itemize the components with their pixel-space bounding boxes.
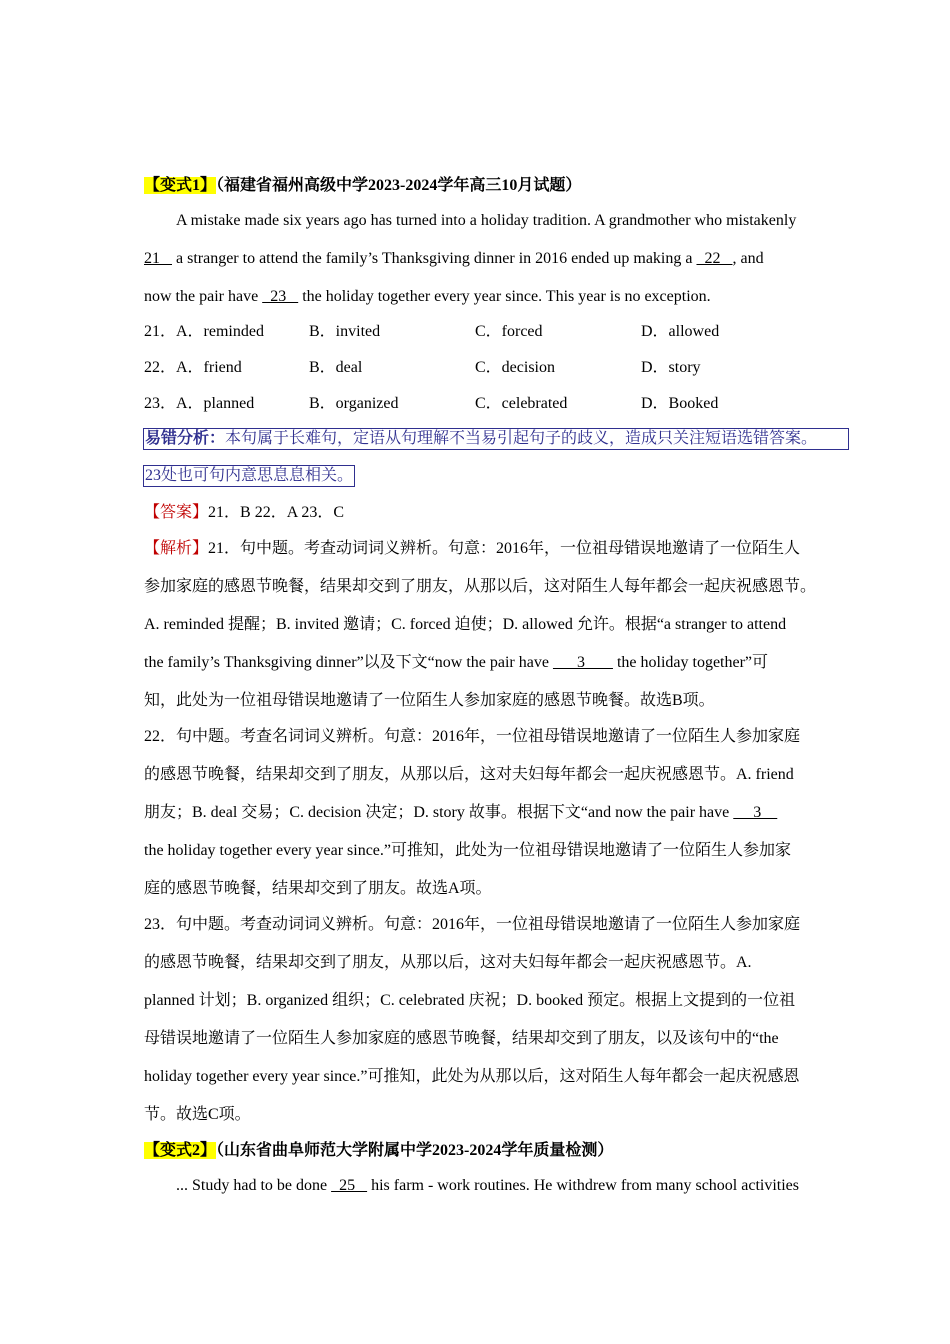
analysis-line: 的感恩节晚餐，结果却交到了朋友，从那以后，这对夫妇每年都会一起庆祝感恩节。A. friend <box>144 766 794 783</box>
option-a[interactable]: A．friend <box>176 359 242 376</box>
blank-ref-3: 3 <box>552 654 613 671</box>
variant2-source: （山东省曲阜师范大学附属中学2023-2024学年质量检测） <box>216 1142 614 1159</box>
blank-23: 23 <box>262 288 299 305</box>
analysis-line: the family’s Thanksgiving dinner”以及下文“now the pair have 3 the holiday together”可 <box>144 654 769 671</box>
variant2-passage-line: ... Study had to be done 25 his farm - work routines. He withdrew from many school activities <box>176 1177 799 1194</box>
analysis-line: the holiday together every year since.”可推知，此处为一位祖母错误地邀请了一位陌生人参加家 <box>144 842 792 859</box>
variant1-heading <box>144 176 581 196</box>
analysis-line: 朋友；B. deal 交易；C. decision 决定；D. story 故事。根据下文“and now the pair have 3 <box>144 804 778 821</box>
error-note-text-2: 23处也可句内意思息息相关。 <box>145 467 354 484</box>
analysis-line: 23．句中题。考查动词词义辨析。句意：2016年，一位祖母错误地邀请了一位陌生人参加家庭 <box>144 916 801 933</box>
option-d[interactable]: D．allowed <box>641 323 720 340</box>
answer-text: 21．B 22．A 23．C <box>208 504 345 521</box>
blank-22: 22 <box>696 250 733 267</box>
option-c[interactable]: C．celebrated <box>475 395 568 412</box>
answer-label: 【答案】 <box>144 504 209 521</box>
option-a[interactable]: A．planned <box>176 395 255 412</box>
option-b[interactable]: B．invited <box>309 323 381 340</box>
passage-line-1: A mistake made six years ago has turned into a holiday tradition. A grandmother who mistakenly <box>176 212 797 229</box>
passage-line-2: 21 a stranger to attend the family’s Thanksgiving dinner in 2016 ended up making a 22 , and <box>144 250 764 267</box>
error-note-box-2 <box>143 465 355 487</box>
document-page: 【变式1】（福建省福州高级中学2023-2024学年高三10月试题） A mistake made six years ago has turned into a holiday tradition. A grandmother who mistakenly 21 a stranger to attend the family’s Thanksgiving dinner in 2016 ended up making a 22 , and now the pair have 23 the holiday together every year since. This year is no exception. 21． A．reminded B．invited C．forced D．allowed 22． A．friend B．deal C．decision D．story 23． A．planned B．organized C．celebrated D．Booked 易错分析：本句属于长难句，定语从句理解不当易引起句子的歧义，造成只关注短语选错答案。 23处也可句内意思息息相关。 【答案】21．B 22．A 23．C 【解析】21．句中题。考查动词词义辨析。句意：2016年，一位祖母错误地邀请了一位陌生人 参加家庭的感恩节晚餐，结果却交到了朋友，从那以后，这对陌生人每年都会一起庆祝感恩节。 A. reminded 提醒；B. invited 邀请；C. forced 迫使；D. allowed 允许。根据“a stranger to attend the family’s Thanksgiving dinner”以及下文“now the pair have 3 the holiday together”可 知，此处为一位祖母错误地邀请了一位陌生人参加家庭的感恩节晚餐。故选B项。 22．句中题。考查名词词义辨析。句意：2016年，一位祖母错误地邀请了一位陌生人参加家庭 的感恩节晚餐，结果却交到了朋友，从那以后，这对夫妇每年都会一起庆祝感恩节。A. friend 朋友；B. deal 交易；C. decision 决定；D. story 故事。根据下文“and now the pair have 3 the holiday together every year since.”可推知，此处为一位祖母错误地邀请了一位陌生人参加家 庭的感恩节晚餐，结果却交到了朋友。故选A项。 23．句中题。考查动词词义辨析。句意：2016年，一位祖母错误地邀请了一位陌生人参加家庭 的感恩节晚餐，结果却交到了朋友，从那以后，这对夫妇每年都会一起庆祝感恩节。A. planned 计划；B. organized 组织；C. celebrated 庆祝；D. booked 预定。根据上文提到的一位祖 母错误地邀请了一位陌生人参加家庭的感恩节晚餐，结果却交到了朋友，以及该句中的“the holiday together every year since.”可推知，此处为从那以后，这对陌生人每年都会一起庆祝感恩 节。故选C项。 【变式2】（山东省曲阜师范大学附属中学2023-2024学年质量检测） ... Study had to be done 25 his farm - work routines. He withdrew from many school activities <box>0 0 950 1344</box>
analysis-line: 的感恩节晚餐，结果却交到了朋友，从那以后，这对夫妇每年都会一起庆祝感恩节。A. <box>144 954 752 971</box>
option-c[interactable]: C．decision <box>475 359 555 376</box>
option-d[interactable]: D．story <box>641 359 701 376</box>
analysis-line: holiday together every year since.”可推知，此处为从那以后，这对陌生人每年都会一起庆祝感恩 <box>144 1068 800 1085</box>
analysis-line: 参加家庭的感恩节晚餐，结果却交到了朋友，从那以后，这对陌生人每年都会一起庆祝感恩节。 <box>144 578 817 595</box>
option-b[interactable]: B．organized <box>309 395 399 412</box>
option-a[interactable]: A．reminded <box>176 323 264 340</box>
analysis-label: 【解析】 <box>144 540 209 557</box>
analysis-line: 节。故选C项。 <box>144 1106 251 1123</box>
blank-21: 21 <box>144 250 172 267</box>
analysis-line: A. reminded 提醒；B. invited 邀请；C. forced 迫使；D. allowed 允许。根据“a stranger to attend <box>144 616 787 633</box>
option-c[interactable]: C．forced <box>475 323 543 340</box>
analysis-line: 庭的感恩节晚餐，结果却交到了朋友。故选A项。 <box>144 880 492 897</box>
analysis-line: planned 计划；B. organized 组织；C. celebrated 庆祝；D. booked 预定。根据上文提到的一位祖 <box>144 992 796 1009</box>
variant1-source: （福建省福州高级中学2023-2024学年高三10月试题） <box>216 177 582 194</box>
blank-25: 25 <box>331 1177 368 1194</box>
answer-line <box>144 503 344 523</box>
error-note-box <box>143 428 849 450</box>
error-note-text: 本句属于长难句，定语从句理解不当易引起句子的歧义，造成只关注短语选错答案。 <box>225 430 818 447</box>
passage-line-3: now the pair have 23 the holiday together every year since. This year is no exception. <box>144 288 711 305</box>
variant2-tag: 【变式2】 <box>144 1142 217 1159</box>
blank-ref-3: 3 <box>733 804 778 821</box>
option-b[interactable]: B．deal <box>309 359 363 376</box>
analysis-line: 【解析】21．句中题。考查动词词义辨析。句意：2016年，一位祖母错误地邀请了一位陌生人 <box>144 540 801 557</box>
analysis-line: 知，此处为一位祖母错误地邀请了一位陌生人参加家庭的感恩节晚餐。故选B项。 <box>144 692 715 709</box>
analysis-line: 母错误地邀请了一位陌生人参加家庭的感恩节晚餐，结果却交到了朋友，以及该句中的“the <box>144 1030 779 1047</box>
analysis-line: 22．句中题。考查名词词义辨析。句意：2016年，一位祖母错误地邀请了一位陌生人参加家庭 <box>144 728 801 745</box>
error-note-label: 易错分析： <box>145 430 226 447</box>
option-d[interactable]: D．Booked <box>641 395 719 412</box>
variant1-tag: 【变式1】 <box>144 177 217 194</box>
variant2-heading <box>144 1141 613 1161</box>
